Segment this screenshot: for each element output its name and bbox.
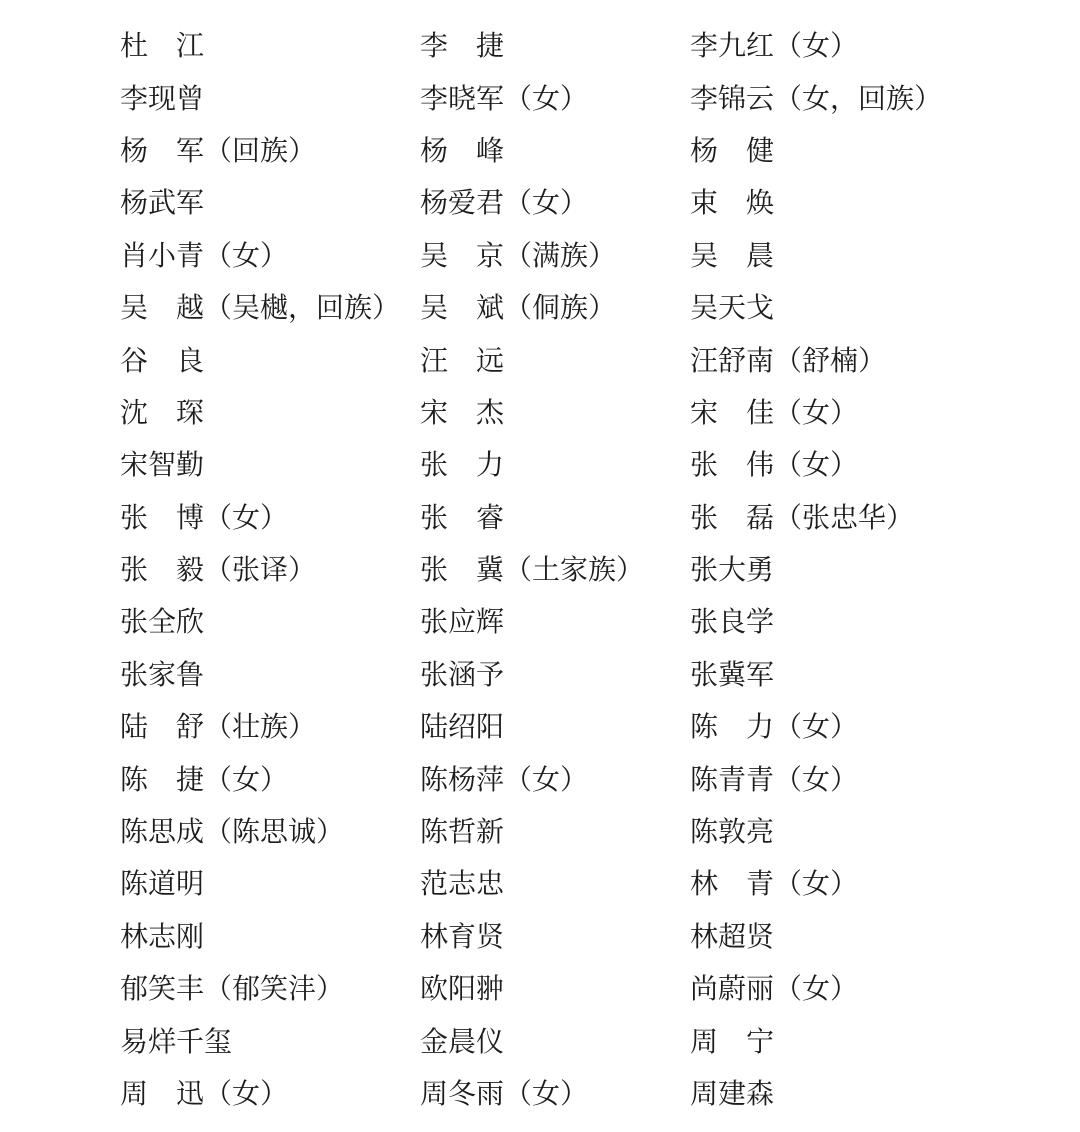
name-entry-col3: 张大勇 (690, 555, 775, 587)
name-entry-col1: 谷 良 (120, 345, 205, 377)
name-entry-col3: 张 磊（张忠华） (690, 502, 915, 534)
name-list-row (0, 437, 1080, 489)
name-entry-col2: 李晓军（女） (420, 83, 589, 115)
name-entry-col3: 张冀军 (690, 659, 775, 691)
name-list-row (0, 490, 1080, 542)
name-list-row (0, 804, 1080, 856)
name-entry-col1: 杨武军 (120, 188, 205, 220)
name-entry-col2: 张 力 (420, 450, 505, 482)
name-entry-col2: 宋 杰 (420, 397, 505, 429)
name-entry-col1: 沈 琛 (120, 397, 205, 429)
name-entry-col2: 陆绍阳 (420, 712, 505, 744)
name-entry-col3: 陈 力（女） (690, 712, 859, 744)
name-entry-col3: 林 青（女） (690, 869, 859, 901)
name-list-row (0, 385, 1080, 437)
name-list-row (0, 70, 1080, 122)
name-entry-col3: 林超贤 (690, 921, 775, 953)
name-list-row (0, 280, 1080, 332)
name-entry-col3: 李九红（女） (690, 31, 859, 63)
name-entry-col3: 周建森 (690, 1079, 775, 1110)
name-entry-col3: 张 伟（女） (690, 450, 859, 482)
name-entry-col1: 杜 江 (120, 31, 205, 63)
name-entry-col3: 束 焕 (690, 188, 775, 220)
name-entry-col3: 陈青青（女） (690, 764, 859, 796)
name-entry-col3: 汪舒南（舒楠） (690, 345, 887, 377)
name-entry-col1: 陆 舒（壮族） (120, 712, 317, 744)
name-list-row (0, 542, 1080, 594)
name-entry-col1: 周 迅（女） (120, 1079, 289, 1110)
name-list-row (0, 699, 1080, 751)
name-entry-col2: 金晨仪 (420, 1026, 505, 1058)
name-entry-col3: 陈敦亮 (690, 817, 775, 849)
name-entry-col2: 汪 远 (420, 345, 505, 377)
name-entry-col1: 李现曾 (120, 83, 205, 115)
name-entry-col1: 张 毅（张译） (120, 555, 317, 587)
name-list-row (0, 594, 1080, 646)
name-list-row (0, 647, 1080, 699)
name-entry-col2: 李 捷 (420, 31, 505, 63)
name-entry-col3: 李锦云（女，回族） (690, 83, 943, 115)
name-entry-col2: 陈哲新 (420, 817, 505, 849)
name-entry-col2: 张 睿 (420, 502, 505, 534)
name-entry-col1: 易烊千玺 (120, 1026, 233, 1058)
name-entry-col1: 张全欣 (120, 607, 205, 639)
name-entry-col2: 张涵予 (420, 659, 505, 691)
name-list-row (0, 751, 1080, 803)
name-entry-col2: 杨 峰 (420, 135, 505, 167)
name-entry-col2: 周冬雨（女） (420, 1079, 589, 1110)
name-list-row (0, 175, 1080, 227)
name-list-row (0, 228, 1080, 280)
name-list-row (0, 1013, 1080, 1065)
name-list-row (0, 856, 1080, 908)
name-entry-col3: 尚蔚丽（女） (690, 974, 859, 1006)
name-list-row (0, 332, 1080, 384)
name-list-row (0, 909, 1080, 961)
name-entry-col3: 张良学 (690, 607, 775, 639)
name-entry-col1: 宋智勤 (120, 450, 205, 482)
name-entry-col1: 林志刚 (120, 921, 205, 953)
name-entry-col2: 杨爱君（女） (420, 188, 589, 220)
name-entry-col1: 陈思成（陈思诚） (120, 817, 345, 849)
name-entry-col3: 吴 晨 (690, 240, 775, 272)
name-entry-col2: 陈杨萍（女） (420, 764, 589, 796)
name-entry-col2: 张应辉 (420, 607, 505, 639)
name-entry-col1: 肖小青（女） (120, 240, 289, 272)
name-list-row (0, 123, 1080, 175)
name-entry-col3: 宋 佳（女） (690, 397, 859, 429)
name-entry-col1: 张 博（女） (120, 502, 289, 534)
name-entry-col2: 吴 斌（侗族） (420, 293, 617, 325)
name-entry-col2: 林育贤 (420, 921, 505, 953)
name-entry-col1: 陈道明 (120, 869, 205, 901)
name-entry-col2: 范志忠 (420, 869, 505, 901)
name-entry-col1: 郁笑丰（郁笑沣） (120, 974, 345, 1006)
name-entry-col3: 吴天戈 (690, 293, 775, 325)
name-entry-col1: 杨 军（回族） (120, 135, 317, 167)
name-entry-col1: 陈 捷（女） (120, 764, 289, 796)
name-entry-col2: 欧阳翀 (420, 974, 505, 1006)
name-list-row (0, 1066, 1080, 1118)
name-entry-col2: 张 冀（土家族） (420, 555, 645, 587)
name-entry-col1: 吴 越（吴樾，回族） (120, 293, 401, 325)
name-list-row (0, 18, 1080, 70)
name-entry-col3: 周 宁 (690, 1026, 775, 1058)
name-entry-col3: 杨 健 (690, 135, 775, 167)
name-entry-col2: 吴 京（满族） (420, 240, 617, 272)
name-list-row (0, 961, 1080, 1013)
name-entry-col1: 张家鲁 (120, 659, 205, 691)
name-list (0, 18, 1080, 1118)
